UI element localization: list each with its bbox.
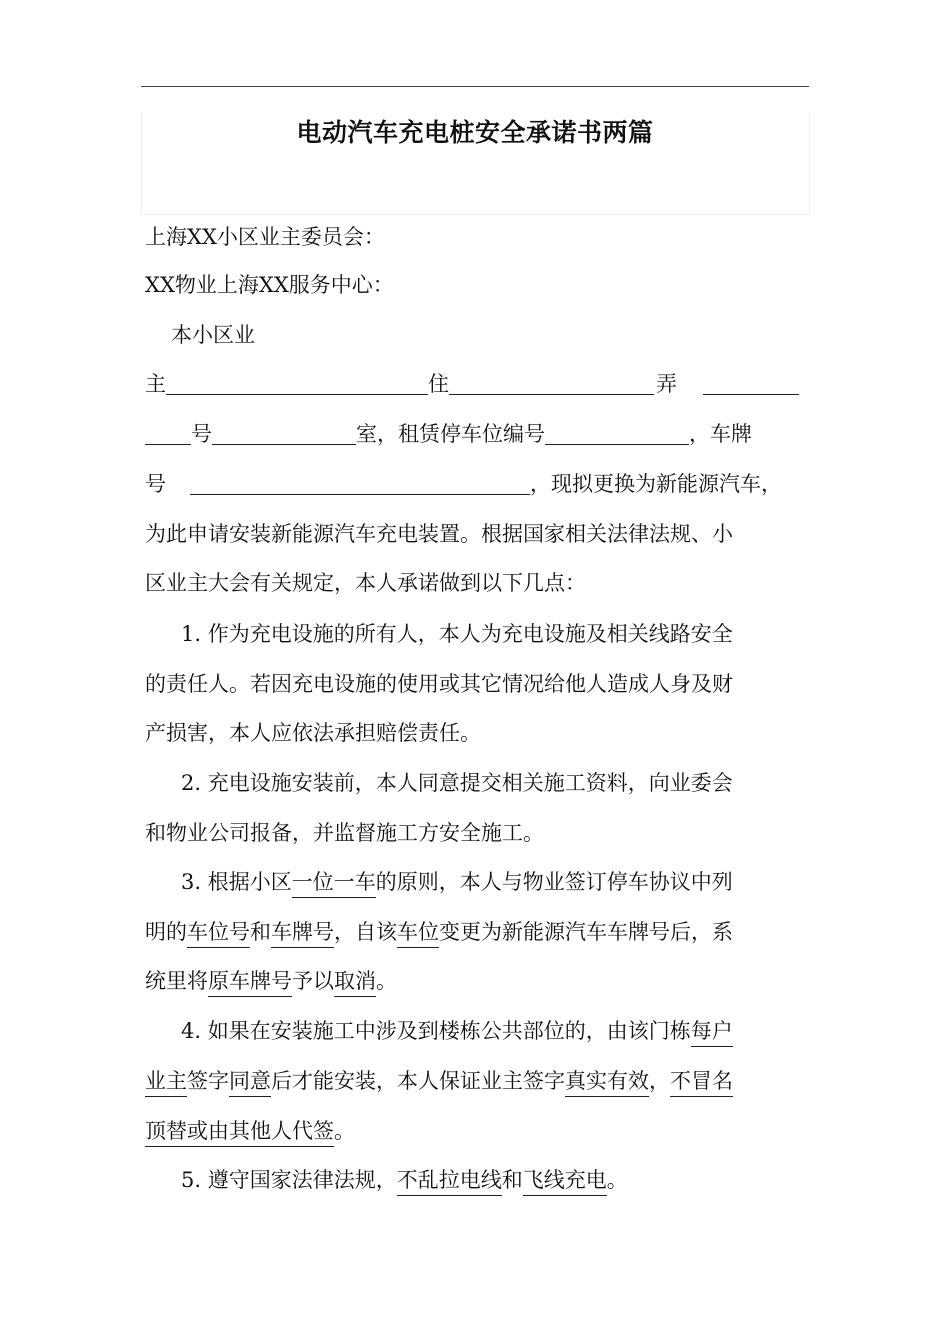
item-4-cont (145, 1116, 355, 1146)
owner-name-blank (166, 370, 428, 395)
text: 。 (376, 969, 397, 993)
text: 4. 如果在安装施工中涉及到楼栋公共部位的，由该门栋 (181, 1019, 691, 1043)
form-text: ，车牌 (689, 422, 752, 446)
text: 。 (606, 1168, 628, 1192)
underlined-text: 业主 (145, 1069, 187, 1097)
underlined-text: 原车牌号 (208, 969, 292, 997)
text: 3. 根据小区 (181, 870, 292, 894)
text: 5. 遵守国家法律法规， (181, 1168, 397, 1192)
text: 和 (250, 920, 271, 944)
plate-number-blank (190, 470, 530, 495)
text: 明的 (145, 920, 187, 944)
form-text: 住 (428, 372, 449, 396)
item-3 (181, 867, 733, 897)
underlined-text: 车位 (397, 920, 439, 948)
item-4 (181, 1016, 733, 1046)
parking-number-blank (545, 420, 689, 445)
text: 的原则，本人与物业签订停车协议中列 (375, 870, 733, 894)
lane-blank (703, 370, 799, 395)
page-title: 电动汽车充电桩安全承诺书两篇 (296, 118, 654, 147)
form-line (145, 469, 782, 499)
item-3-cont (145, 917, 733, 947)
item-3-cont (145, 966, 397, 996)
underlined-text: 飞线充电 (523, 1168, 607, 1196)
form-text: 室，租赁停车位编号 (356, 422, 545, 446)
item-1-cont: 的责任人。若因充电设施的使用或其它情况给他人造成人身及财 (145, 672, 733, 696)
form-text: 号 (191, 422, 212, 446)
text: ， (649, 1069, 670, 1093)
top-rule (141, 86, 809, 87)
form-text: 弄 (656, 372, 677, 396)
item-1-cont: 产损害，本人应依法承担赔偿责任。 (145, 721, 481, 745)
item-5 (181, 1165, 628, 1195)
body-line: 本小区业 (171, 323, 255, 347)
form-line (145, 369, 799, 399)
item-2-cont: 和物业公司报备，并监督施工方安全施工。 (145, 821, 544, 845)
item-1: 1. 作为充电设施的所有人，本人为充电设施及相关线路安全 (181, 622, 733, 646)
form-text: 号 (145, 472, 166, 496)
address-blank (449, 370, 654, 395)
text: 后才能安装，本人保证业主签字 (271, 1069, 565, 1093)
underlined-text: 顶替或由其他人代签 (145, 1119, 334, 1147)
underlined-text: 不冒名 (670, 1069, 733, 1097)
item-4-cont (145, 1066, 733, 1096)
body-line: 区业主大会有关规定，本人承诺做到以下几点： (145, 571, 586, 595)
text: 统里将 (145, 969, 208, 993)
underlined-text: 车位号 (187, 920, 250, 948)
text: 变更为新能源汽车车牌号后，系 (439, 920, 733, 944)
underlined-text: 不乱拉电线 (397, 1168, 502, 1196)
underlined-text: 一位一车 (292, 870, 376, 898)
text: 签字 (187, 1069, 229, 1093)
text: 。 (334, 1119, 355, 1143)
text: 予以 (292, 969, 334, 993)
form-text: ，现拟更换为新能源汽车， (530, 472, 782, 496)
underlined-text: 每户 (691, 1019, 733, 1047)
text: 和 (501, 1168, 523, 1192)
underlined-text: 车牌号 (271, 920, 334, 948)
building-blank (145, 420, 191, 445)
body-line: 为此申请安装新能源汽车充电装置。根据国家相关法律法规、小 (145, 522, 733, 546)
underlined-text: 真实有效 (565, 1069, 649, 1097)
room-blank (212, 420, 356, 445)
item-2: 2. 充电设施安装前，本人同意提交相关施工资料，向业委会 (181, 771, 733, 795)
text: ，自该 (334, 920, 397, 944)
form-line (145, 419, 752, 449)
form-text: 主 (145, 372, 166, 396)
recipient-line: 上海XX小区业主委员会： (145, 225, 385, 249)
recipient-line: XX物业上海XX服务中心： (145, 273, 394, 297)
underlined-text: 取消 (334, 969, 376, 997)
underlined-text: 同意 (229, 1069, 271, 1097)
